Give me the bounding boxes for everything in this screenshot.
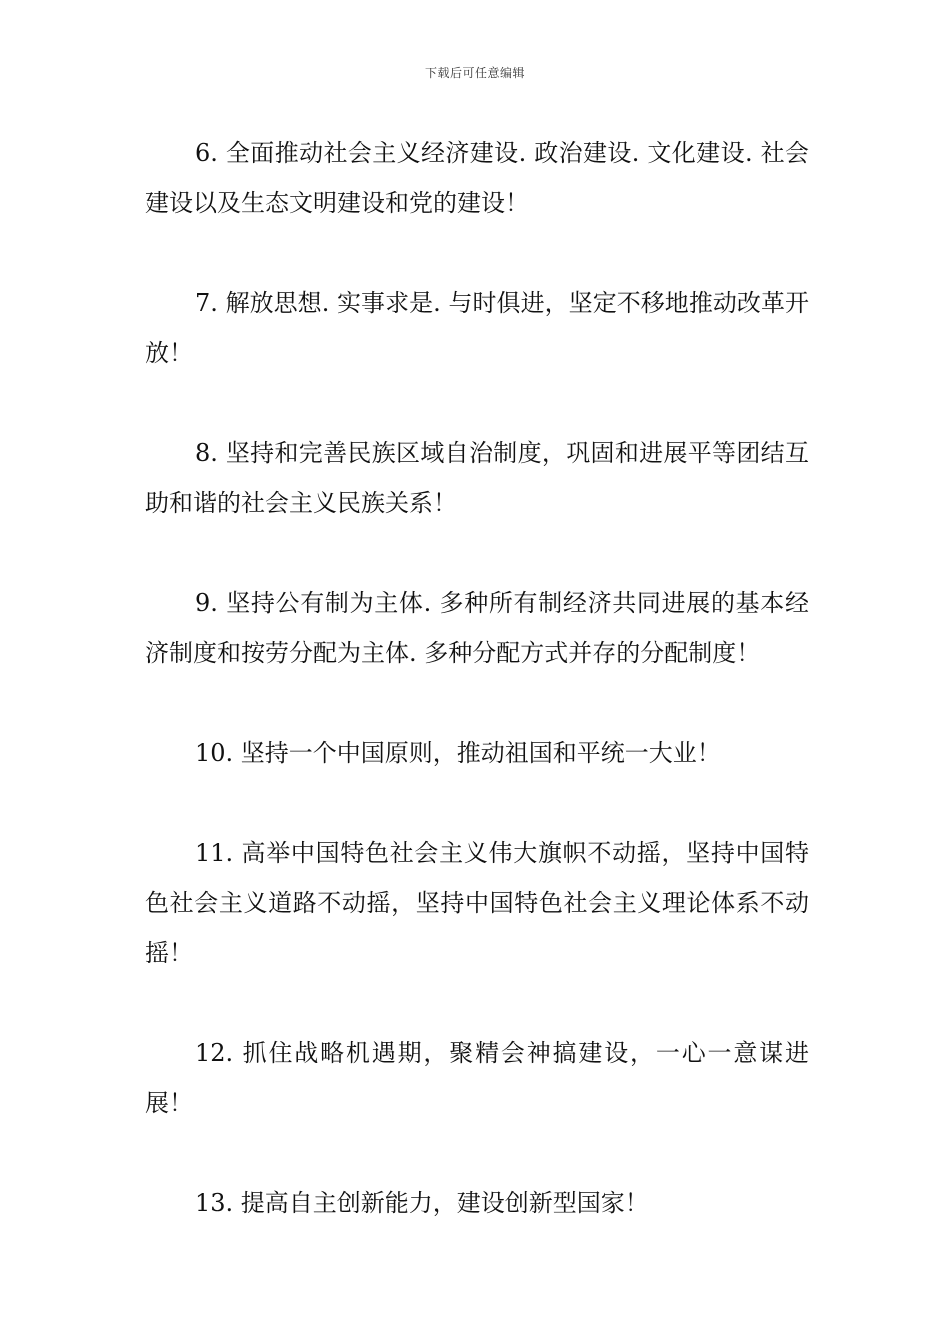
- paragraph-13: 13. 提高自主创新能力，建设创新型国家！: [195, 1189, 649, 1217]
- paragraph-7: 7. 解放思想. 实事求是. 与时俱进，坚定不移地推动改革开放！: [145, 289, 809, 367]
- page-header: 下载后可任意编辑: [424, 66, 525, 80]
- paragraph-12: 12. 抓住战略机遇期，聚精会神搞建设，一心一意谋进展！: [145, 1039, 809, 1117]
- paragraph-6: 6. 全面推动社会主义经济建设. 政治建设. 文化建设. 社会建设以及生态文明建设和党的建设！: [145, 139, 809, 217]
- paragraph-11: 11. 高举中国特色社会主义伟大旗帜不动摇，坚持中国特色社会主义道路不动摇，坚持中国特色社会主义理论体系不动摇！: [145, 839, 809, 967]
- paragraph-9: 9. 坚持公有制为主体. 多种所有制经济共同进展的基本经济制度和按劳分配为主体. 多种分配方式并存的分配制度！: [145, 589, 809, 667]
- document-body: [145, 128, 809, 1278]
- paragraph-8: 8. 坚持和完善民族区域自治制度，巩固和进展平等团结互助和谐的社会主义民族关系！: [145, 439, 809, 517]
- paragraph-10: 10. 坚持一个中国原则，推动祖国和平统一大业！: [195, 739, 721, 767]
